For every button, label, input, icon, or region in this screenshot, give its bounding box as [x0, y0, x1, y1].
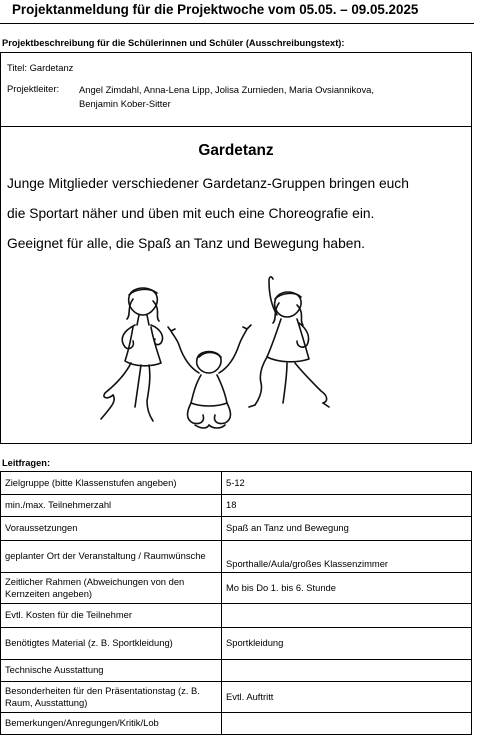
description-box — [0, 126, 472, 444]
question-cell: Besonderheiten für den Präsentationstag (z. B. Raum, Ausstattung) — [1, 682, 222, 713]
question-cell: min./max. Teilnehmerzahl — [1, 495, 222, 517]
answer-cell: Mo bis Do 1. bis 6. Stunde — [222, 573, 472, 604]
guide-label: Leitfragen: — [2, 458, 51, 468]
description-line: die Sportart näher und üben mit euch eine Choreografie ein. — [7, 206, 375, 221]
answer-cell: Sportkleidung — [222, 628, 472, 660]
table-row — [1, 495, 472, 517]
question-cell: Bemerkungen/Anregungen/Kritik/Lob — [1, 713, 222, 735]
answer-cell: 18 — [222, 495, 472, 517]
question-cell: Zielgruppe (bitte Klassenstufen angeben) — [1, 472, 222, 495]
project-leaders-line1: Angel Zimdahl, Anna-Lena Lipp, Jolisa Zurnieden, Maria Ovsiannikova, — [79, 84, 374, 95]
table-row — [1, 682, 472, 713]
answer-cell — [222, 660, 472, 682]
answer-cell: Evtl. Auftritt — [222, 682, 472, 713]
description-line: Geeignet für alle, die Spaß an Tanz und Bewegung haben. — [7, 236, 365, 251]
question-cell: Technische Ausstattung — [1, 660, 222, 682]
table-row — [1, 472, 472, 495]
table-row — [1, 628, 472, 660]
dancer-left-drawing — [101, 288, 163, 421]
project-title: Titel: Gardetanz — [7, 62, 74, 73]
question-cell: Voraussetzungen — [1, 517, 222, 541]
dancers-illustration — [91, 275, 331, 431]
description-line: Junge Mitglieder verschiedener Gardetanz-Gruppen bringen euch — [7, 176, 409, 191]
guide-table — [0, 471, 472, 735]
answer-cell: Spaß an Tanz und Bewegung — [222, 517, 472, 541]
question-cell: geplanter Ort der Veranstaltung / Raumwünsche — [1, 541, 222, 573]
project-leader-label: Projektleiter: — [7, 83, 60, 94]
page-title: Projektanmeldung für die Projektwoche vom 05.05. – 09.05.2025 — [12, 2, 419, 17]
table-row — [1, 713, 472, 735]
project-leaders — [79, 83, 459, 110]
title-divider — [0, 23, 474, 24]
answer-cell — [222, 604, 472, 628]
description-heading: Gardetanz — [198, 142, 274, 159]
table-row — [1, 541, 472, 573]
project-leaders-line2: Benjamin Kober-Sitter — [79, 97, 171, 109]
dancer-right-drawing — [249, 277, 329, 407]
table-row — [1, 660, 472, 682]
table-row — [1, 517, 472, 541]
table-row — [1, 604, 472, 628]
project-meta-box — [0, 52, 472, 127]
question-cell: Benötigtes Material (z. B. Sportkleidung) — [1, 628, 222, 660]
table-row — [1, 573, 472, 604]
answer-cell: Sporthalle/Aula/großes Klassenzimmer — [222, 541, 472, 573]
dancer-middle-drawing — [168, 325, 251, 428]
answer-cell: 5-12 — [222, 472, 472, 495]
question-cell: Evtl. Kosten für die Teilnehmer — [1, 604, 222, 628]
answer-cell — [222, 713, 472, 735]
section-label: Projektbeschreibung für die Schülerinnen und Schüler (Ausschreibungstext): — [2, 38, 345, 48]
question-cell: Zeitlicher Rahmen (Abweichungen von den Kernzeiten angeben) — [1, 573, 222, 604]
